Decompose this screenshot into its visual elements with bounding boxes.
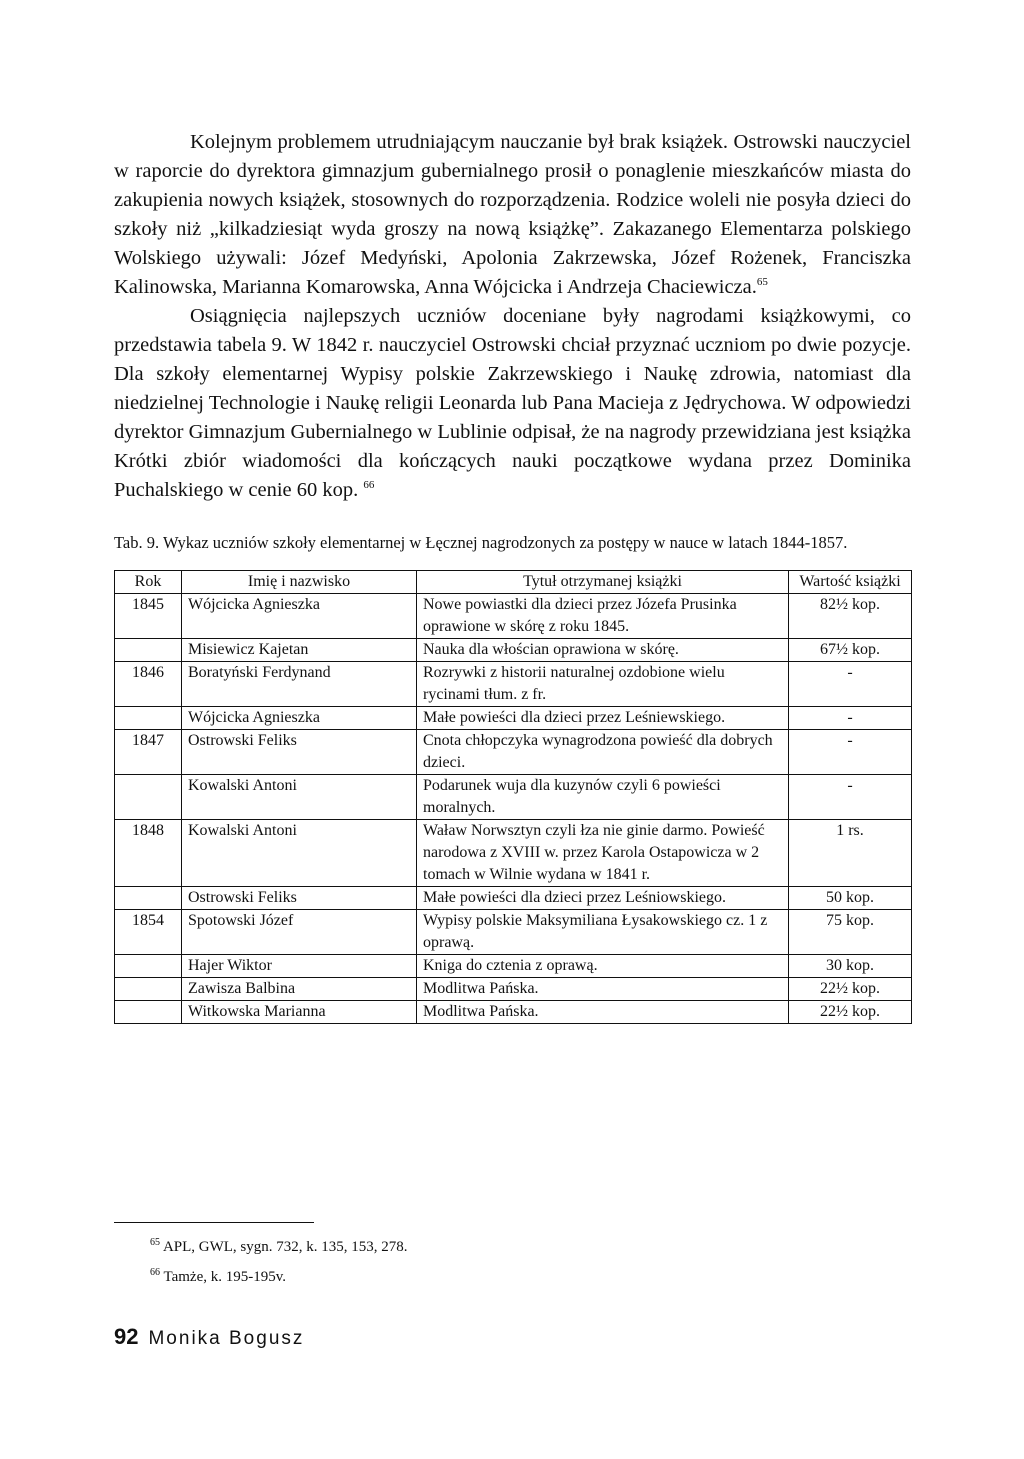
cell-name: Ostrowski Feliks [182, 730, 417, 775]
cell-year: 1848 [115, 820, 182, 887]
footnote-65-text: APL, GWL, sygn. 732, k. 135, 153, 278. [162, 1239, 408, 1255]
table-row [115, 978, 912, 1001]
cell-value: 22½ kop. [789, 1001, 912, 1024]
table-row [115, 639, 912, 662]
cell-year [115, 707, 182, 730]
footnote-ref-66: 66 [363, 479, 375, 492]
cell-value: 22½ kop. [789, 978, 912, 1001]
table-row [115, 730, 912, 775]
cell-year: 1846 [115, 662, 182, 707]
footnote-65 [150, 1232, 408, 1262]
cell-value: 75 kop. [789, 910, 912, 955]
paragraph-2 [114, 302, 911, 505]
cell-title: Wypisy polskie Maksymiliana Łysakowskiego cz. 1 z oprawą. [417, 910, 789, 955]
footnotes [150, 1232, 408, 1292]
cell-year [115, 639, 182, 662]
cell-title: Małe powieści dla dzieci przez Leśniewskiego. [417, 707, 789, 730]
table-caption: Tab. 9. Wykaz uczniów szkoły elementarnej w Łęcznej nagrodzonych za postępy w nauce w latach 1844-1857. [114, 533, 848, 552]
cell-year [115, 955, 182, 978]
paragraph-1 [114, 128, 911, 302]
cell-year: 1854 [115, 910, 182, 955]
cell-year: 1847 [115, 730, 182, 775]
cell-title: Małe powieści dla dzieci przez Leśniowskiego. [417, 887, 789, 910]
footnote-65-number: 65 [150, 1237, 160, 1248]
page-body [114, 128, 911, 1024]
table-row [115, 820, 912, 887]
footnote-66 [150, 1262, 408, 1292]
paragraph-1-text: Kolejnym problemem utrudniającym nauczanie był brak książek. Ostrowski nauczyciel w raporcie do dyrektora gimnazjum gubernialnego prosił o ponaglenie mieszkańców miasta do zakupienia nowych książek, stosownych do rozporządzenia. Rodzice woleli nie posyła dzieci do szkoły niż „kilkadziesiąt wyda groszy na nową książkę”. Zakazanego Elementarza polskiego Wolskiego używali: Józef Medyński, Apolonia Zakrzewska, Józef Rożenek, Franciszka Kalinowska, Marianna Komarowska, Anna Wójcicka i Andrzeja Chaciewicza. [114, 131, 911, 298]
cell-title: Modlitwa Pańska. [417, 978, 789, 1001]
cell-title: Cnota chłopczyka wynagrodzona powieść dla dobrych dzieci. [417, 730, 789, 775]
cell-year [115, 1001, 182, 1024]
cell-name: Witkowska Marianna [182, 1001, 417, 1024]
cell-title: Kniga do cztenia z oprawą. [417, 955, 789, 978]
cell-name: Ostrowski Feliks [182, 887, 417, 910]
paragraph-2-text: Osiągnięcia najlepszych uczniów doceniane były nagrodami książkowymi, co przedstawia tabela 9. W 1842 r. nauczyciel Ostrowski chciał przyznać uczniom po dwie pozycje. Dla szkoły elementarnej Wypisy polskie Zakrzewskiego i Naukę zdrowia, natomiast dla niedzielnej Technologie i Naukę religii Leonarda lub Pana Macieja z Jędrychowa. W odpowiedzi dyrektor Gimnazjum Gubernialnego w Lublinie odpisał, że na nagrody przewidziana jest książka Krótki zbiór wiadomości dla kończących nauki początkowe wydana przez Dominika Puchalskiego w cenie 60 kop. [114, 305, 911, 501]
cell-year [115, 978, 182, 1001]
cell-name: Wójcicka Agnieszka [182, 594, 417, 639]
cell-value: 67½ kop. [789, 639, 912, 662]
cell-value: - [789, 775, 912, 820]
cell-year [115, 775, 182, 820]
footnote-separator [114, 1222, 314, 1223]
header-year: Rok [115, 571, 182, 594]
cell-title: Waław Norwsztyn czyli łza nie ginie darmo. Powieść narodowa z XVIII w. przez Karola Ostapowicza w 2 tomach w Wilnie wydana w 1841 r. [417, 820, 789, 887]
cell-value: 50 kop. [789, 887, 912, 910]
table-row [115, 955, 912, 978]
cell-value: 82½ kop. [789, 594, 912, 639]
table-row [115, 1001, 912, 1024]
cell-year: 1845 [115, 594, 182, 639]
header-title: Tytuł otrzymanej książki [417, 571, 789, 594]
cell-title: Nauka dla włościan oprawiona w skórę. [417, 639, 789, 662]
cell-name: Spotowski Józef [182, 910, 417, 955]
cell-title: Nowe powiastki dla dzieci przez Józefa Prusinka oprawione w skórę z roku 1845. [417, 594, 789, 639]
table-row [115, 910, 912, 955]
table-row [115, 594, 912, 639]
cell-title: Podarunek wuja dla kuzynów czyli 6 powieści moralnych. [417, 775, 789, 820]
cell-name: Hajer Wiktor [182, 955, 417, 978]
awards-table [114, 570, 912, 1024]
table-row [115, 887, 912, 910]
table-row [115, 707, 912, 730]
cell-name: Kowalski Antoni [182, 820, 417, 887]
footnote-ref-65: 65 [756, 276, 768, 289]
cell-value: - [789, 662, 912, 707]
table-row [115, 662, 912, 707]
cell-name: Wójcicka Agnieszka [182, 707, 417, 730]
table-row [115, 775, 912, 820]
page-number: 92 [114, 1324, 139, 1349]
header-name: Imię i nazwisko [182, 571, 417, 594]
cell-value: - [789, 730, 912, 775]
cell-name: Kowalski Antoni [182, 775, 417, 820]
cell-year [115, 887, 182, 910]
cell-title: Rozrywki z historii naturalnej ozdobione wielu rycinami tłum. z fr. [417, 662, 789, 707]
footnote-66-number: 66 [150, 1267, 160, 1278]
cell-value: 30 kop. [789, 955, 912, 978]
cell-name: Boratyński Ferdynand [182, 662, 417, 707]
footnote-66-text: Tamże, k. 195-195v. [163, 1269, 287, 1285]
cell-name: Zawisza Balbina [182, 978, 417, 1001]
cell-title: Modlitwa Pańska. [417, 1001, 789, 1024]
cell-value: 1 rs. [789, 820, 912, 887]
table-body [115, 594, 912, 1024]
cell-name: Misiewicz Kajetan [182, 639, 417, 662]
author-name: Monika Bogusz [148, 1328, 305, 1349]
page-footer [114, 1324, 304, 1350]
cell-value: - [789, 707, 912, 730]
table-header-row [115, 571, 912, 594]
header-value: Wartość książki [789, 571, 912, 594]
